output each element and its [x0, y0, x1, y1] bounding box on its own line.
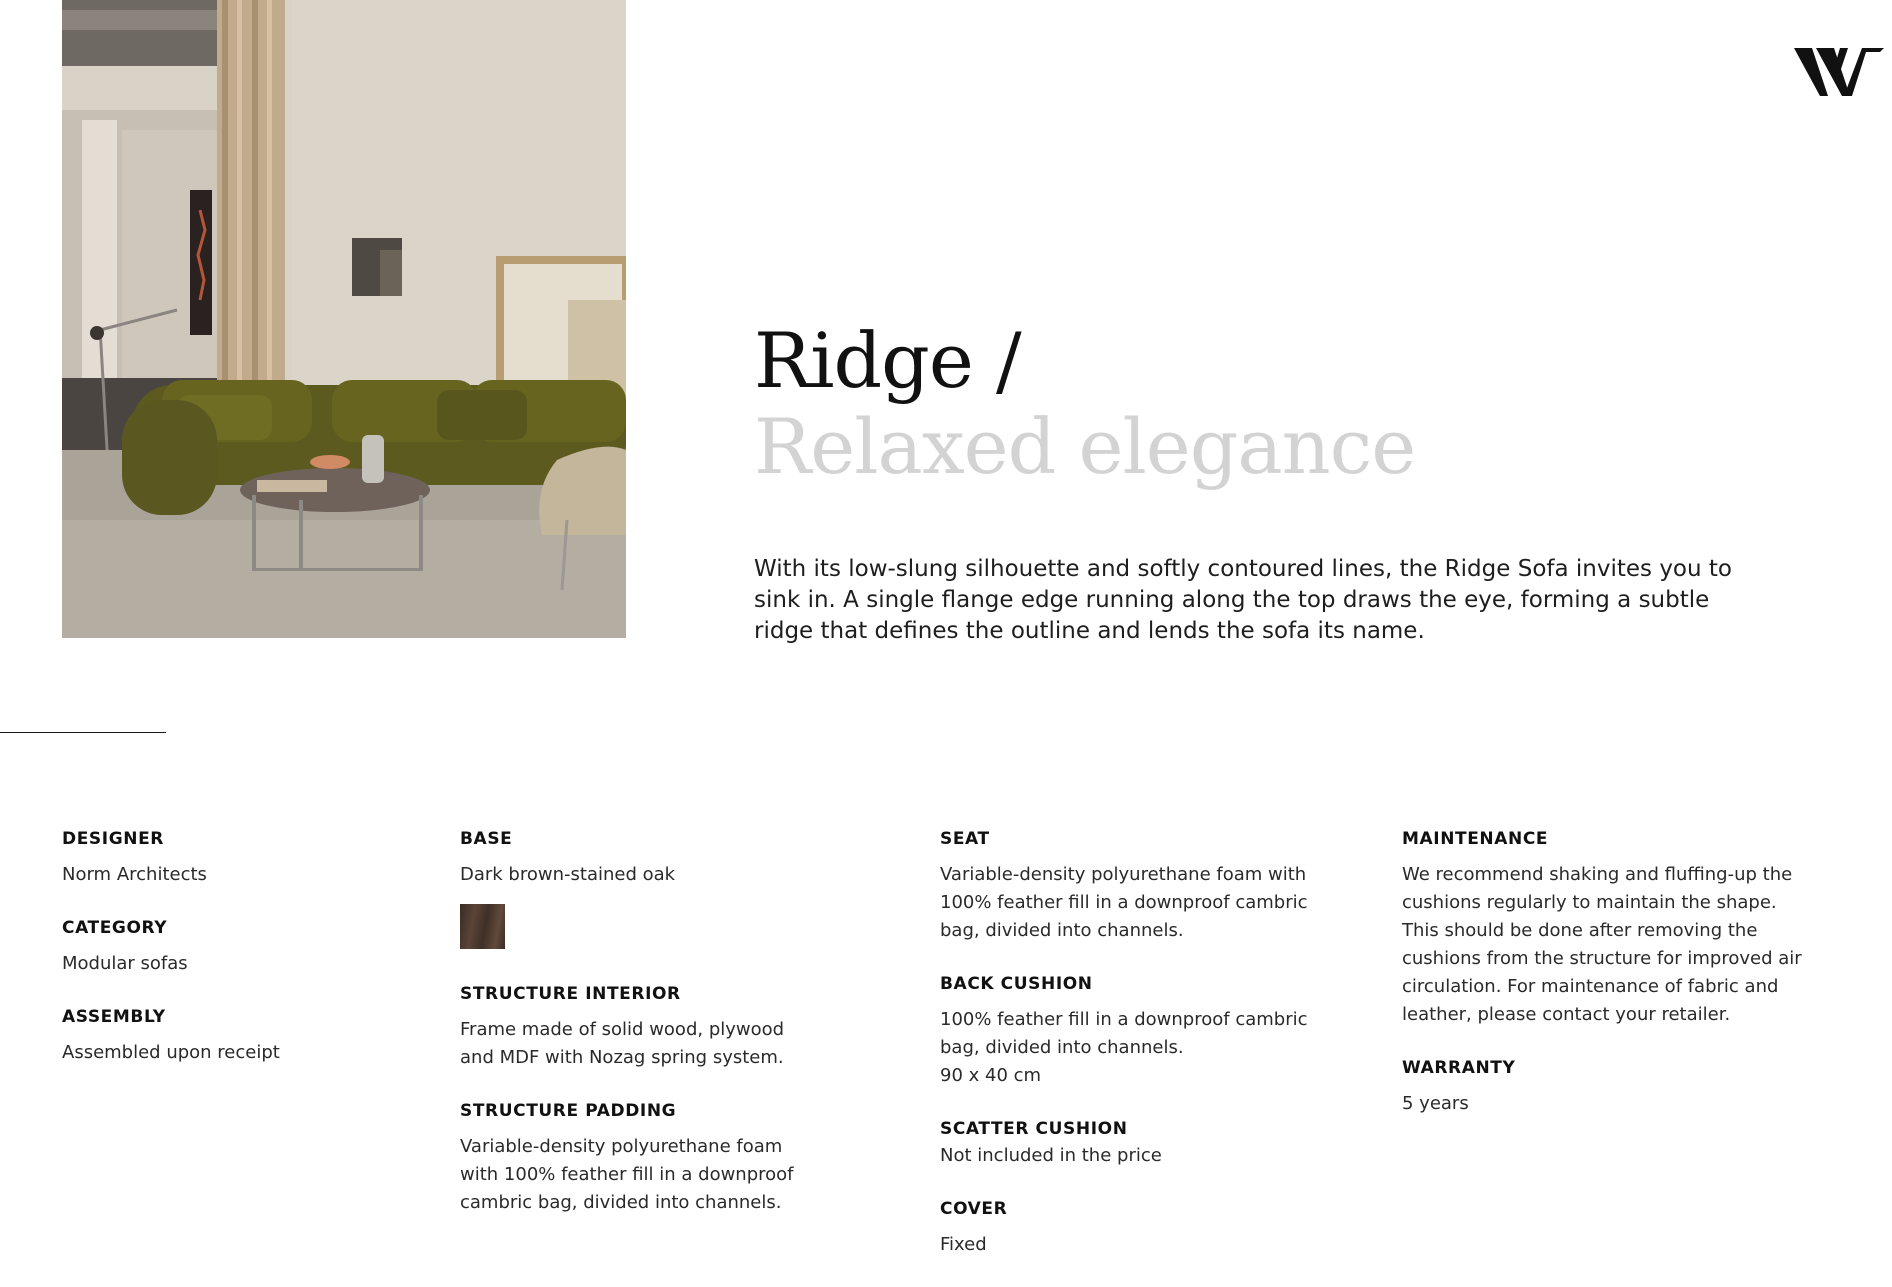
spec-label: DESIGNER: [62, 829, 164, 849]
spec-structure-interior: [460, 983, 820, 1072]
spec-value: Variable-density polyurethane foam with 100% feather fill in a downproof cambric bag, divided into channels.: [460, 1136, 794, 1213]
spec-column-1: [62, 828, 392, 1095]
spec-label: BACK CUSHION: [940, 974, 1093, 994]
spec-cover: [940, 1198, 1320, 1259]
w-monogram-icon: [1794, 44, 1884, 100]
product-headline: [754, 318, 1415, 490]
spec-assembly: [62, 1006, 392, 1067]
spec-label: SCATTER CUSHION: [940, 1119, 1128, 1139]
spec-label: ASSEMBLY: [62, 1007, 166, 1027]
dark-oak-swatch[interactable]: [460, 904, 505, 949]
spec-scatter-cushion: [940, 1118, 1320, 1170]
spec-value: 100% feather fill in a downproof cambric bag, divided into channels.: [940, 1009, 1308, 1058]
spec-label: MAINTENANCE: [1402, 829, 1549, 849]
brand-logo[interactable]: [1794, 44, 1884, 100]
spec-label: BASE: [460, 829, 513, 849]
section-divider: [0, 732, 166, 733]
spec-label: WARRANTY: [1402, 1058, 1516, 1078]
spec-value: Frame made of solid wood, plywood and MDF with Nozag spring system.: [460, 1019, 785, 1068]
spec-maintenance: [1402, 828, 1812, 1029]
spec-column-4: [1402, 828, 1812, 1146]
spec-value: Assembled upon receipt: [62, 1042, 280, 1063]
product-subtitle: Relaxed elegance: [754, 402, 1416, 491]
spec-back-cushion: [940, 973, 1320, 1090]
spec-label: STRUCTURE INTERIOR: [460, 984, 681, 1004]
spec-value: We recommend shaking and fluffing-up the cushions regularly to maintain the shape. This should be done after removing the cushions from the structure for improved air circulation. For maintenance of fabric and leather, please contact your retailer.: [1402, 864, 1802, 1025]
spec-seat: [940, 828, 1320, 945]
spec-label: STRUCTURE PADDING: [460, 1101, 677, 1121]
spec-value: Not included in the price: [940, 1145, 1162, 1166]
spec-base: [460, 828, 820, 949]
spec-warranty: [1402, 1057, 1812, 1118]
spec-value: Fixed: [940, 1234, 987, 1255]
spec-column-2: [460, 828, 820, 1245]
spec-label: COVER: [940, 1199, 1008, 1219]
spec-value: Variable-density polyurethane foam with 100% feather fill in a downproof cambric bag, divided into channels.: [940, 864, 1308, 941]
spec-label: SEAT: [940, 829, 990, 849]
spec-value: Modular sofas: [62, 953, 188, 974]
product-title: Ridge /: [754, 316, 1021, 405]
sofa-room-photo: [62, 0, 626, 638]
spec-designer: [62, 828, 392, 889]
spec-structure-padding: [460, 1100, 820, 1217]
spec-value: Dark brown-stained oak: [460, 864, 676, 885]
spec-label: CATEGORY: [62, 918, 168, 938]
spec-value: Norm Architects: [62, 864, 207, 885]
spec-category: [62, 917, 392, 978]
spec-column-3: [940, 828, 1320, 1287]
spec-value: 5 years: [1402, 1093, 1469, 1114]
product-intro: With its low-slung silhouette and softly contoured lines, the Ridge Sofa invites you to sink in. A single flange edge running along the top draws the eye, forming a subtle ridge that defines the outline and lends the sofa its name.: [754, 556, 1732, 644]
spec-size: 90 x 40 cm: [940, 1065, 1042, 1086]
